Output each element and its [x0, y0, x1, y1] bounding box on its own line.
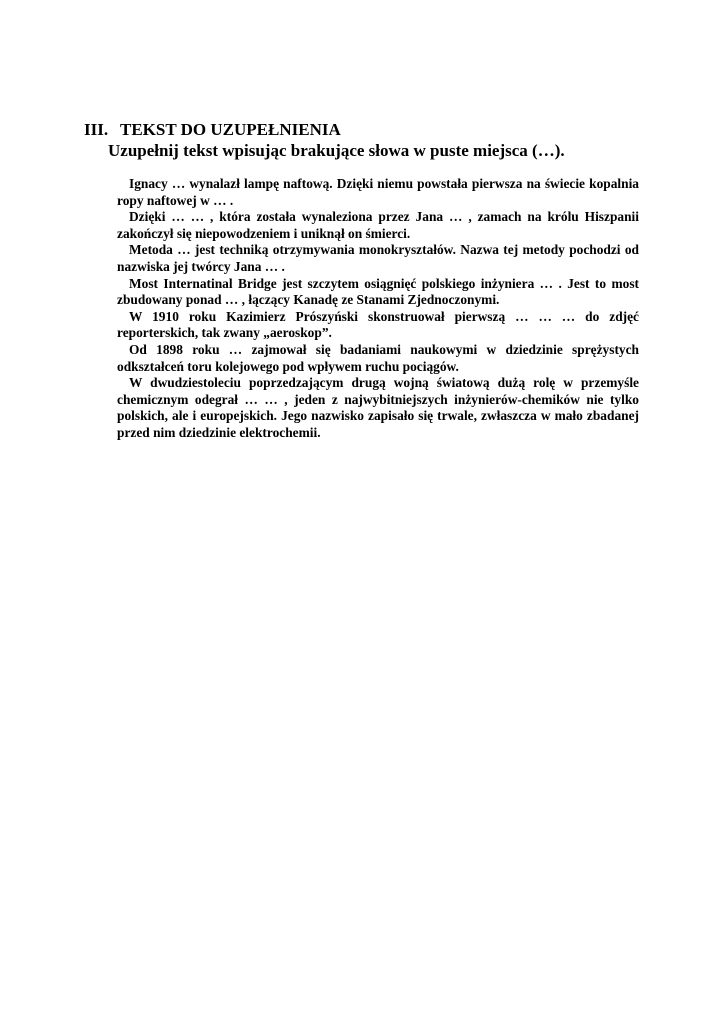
task-instruction: Uzupełnij tekst wpisując brakujące słowa w puste miejsca (…). [108, 141, 565, 160]
section-number: III. [84, 120, 109, 139]
paragraph-chemical-engineer: W dwudziestoleciu poprzedzającym drugą wojną światową dużą rolę w przemyśle chemicznym odegrał … … , jeden z najwybitniejszych inżynierów-chemików nie tylko polskich, ale i europejskich. Jego nazwisko zapisało się trwale, zwłaszcza w mało zbadanej przed nim dziedzinie elektrochemii. [117, 375, 639, 440]
paragraph-aeroskop: W 1910 roku Kazimierz Prószyński skonstruował pierwszą … … … do zdjęć reporterskich, tak zwany „aeroskop”. [117, 308, 639, 341]
paragraph-czochralski: Metoda … jest techniką otrzymywania monokryształów. Nazwa tej metody pochodzi od nazwiska jej twórcy Jana … . [117, 242, 639, 274]
section-title: TEKST DO UZUPEŁNIENIA [120, 120, 341, 139]
fill-in-text [117, 176, 639, 442]
paragraph-lukasiewicz: Ignacy … wynalazł lampę naftową. Dzięki niemu powstała pierwsza na świecie kopalnia ropy naftowej w … . [117, 176, 639, 208]
section-heading [84, 120, 341, 140]
paragraph-bulletproof-vest: Dzięki … … , która została wynaleziona przez Jana … , zamach na królu Hiszpanii zakończył się niepowodzeniem i uniknął on śmierci. [117, 209, 639, 241]
paragraph-modrzejewski: Most Internatinal Bridge jest szczytem osiągnięć polskiego inżyniera … . Jest to most zbudowany ponad … , łączący Kanadę ze Stanami Zjednoczonymi. [117, 275, 639, 308]
paragraph-railway-research: Od 1898 roku … zajmował się badaniami naukowymi w dziedzinie sprężystych odkształceń toru kolejowego pod wpływem ruchu pociągów. [117, 341, 639, 374]
